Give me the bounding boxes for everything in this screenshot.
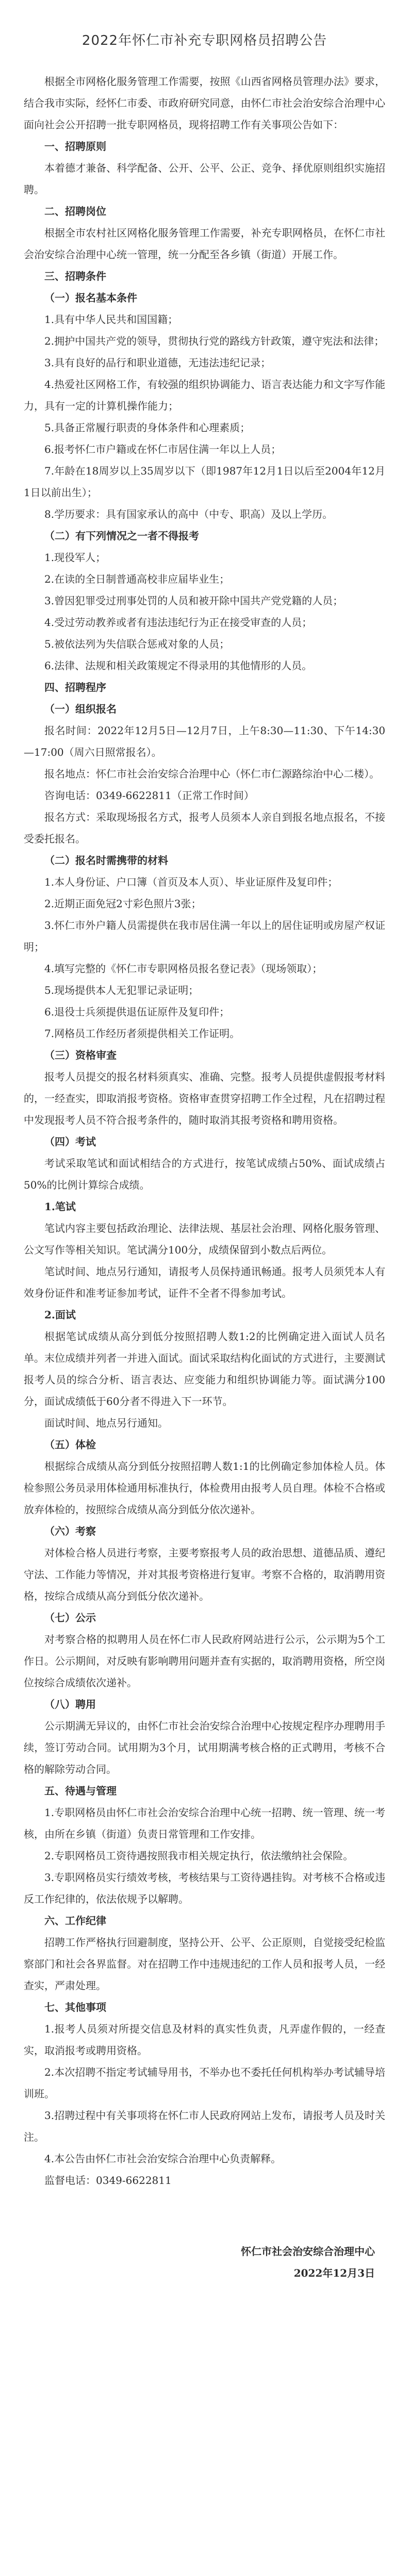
paragraph: 2.近期正面免冠2寸彩色照片3张； bbox=[44, 897, 202, 910]
paragraph: 根据全市农村社区网格化服务管理工作需要，补充专职网格员，在怀仁市社会治安综合治理中心统一管理，统一分配至各乡镇（街道）开展工作。 bbox=[24, 227, 385, 261]
section-heading: （八）聘用 bbox=[44, 1698, 96, 1710]
paragraph: 1.具有中华人民共和国国籍； bbox=[44, 313, 178, 326]
section-heading: （三）资格审查 bbox=[44, 1049, 117, 1061]
paragraph: 2.拥护中国共产党的领导，贯彻执行党的路线方针政策，遵守宪法和法律； bbox=[44, 335, 385, 347]
paragraph: 监督电话：0349-6622811 bbox=[44, 2174, 172, 2187]
paragraph: 4.填写完整的《怀仁市专职网格员报名登记表》（现场领取）； bbox=[44, 962, 323, 975]
paragraph: 8.学历要求：具有国家承认的高中（中专、职高）及以上学历。 bbox=[44, 508, 333, 520]
section-heading: （七）公示 bbox=[44, 1612, 96, 1624]
paragraph: 报名时间：2022年12月5日—12月7日，上午8:30—11:30、下午14:30—17:00（周六日照常报名）。 bbox=[24, 724, 385, 758]
section-heading: （二）报名时需携带的材料 bbox=[44, 854, 168, 867]
paragraph: 报考人员提交的报名材料须真实、准确、完整。报考人员提供虚假报考材料的，一经查实，即取消报考资格。资格审查贯穿招聘工作全过程，凡在招聘过程中发现报考人员不符合报考条件的，随时取消其报考资格和聘用资格。 bbox=[24, 1071, 385, 1126]
section-heading: （六）考察 bbox=[44, 1525, 96, 1537]
paragraph: 4.热爱社区网格工作，有较强的组织协调能力、语言表达能力和文字写作能力，具有一定的计算机操作能力； bbox=[24, 378, 385, 412]
paragraph: 1.报考人员须对所提交信息及材料的真实性负责，凡弄虚作假的，一经查实，取消报考或聘用资格。 bbox=[24, 2023, 385, 2057]
paragraph: 对考察合格的拟聘用人员在怀仁市人民政府网站进行公示，公示期为5个工作日。公示期间，对反映有影响聘用问题并查有实据的，取消聘用资格，所空岗位按综合成绩依次递补。 bbox=[24, 1633, 385, 1689]
paragraph: 7.网格员工作经历者须提供相关工作证明。 bbox=[44, 1027, 240, 1040]
paragraph: 3.曾因犯罪受过刑事处罚的人员和被开除中国共产党党籍的人员； bbox=[44, 595, 343, 607]
document-title: 2022年怀仁市补充专职网格员招聘公告 bbox=[81, 33, 328, 48]
paragraph: 1.本人身份证、户口簿（首页及本人页）、毕业证原件及复印件； bbox=[44, 876, 338, 888]
paragraph: 3.专职网格员实行绩效考核，考核结果与工资待遇挂钩。对考核不合格或违反工作纪律的，依法依规予以解聘。 bbox=[24, 1871, 385, 1905]
paragraph: 2.本次招聘不指定考试辅导用书，不举办也不委托任何机构举办考试辅导培训班。 bbox=[24, 2066, 385, 2100]
paragraph: 4.受过劳动教养或者有违法违纪行为正在接受审查的人员； bbox=[44, 616, 313, 629]
section-heading: （五）体检 bbox=[44, 1438, 96, 1451]
paragraph: 4.本公告由怀仁市社会治安综合治理中心负责解释。 bbox=[44, 2153, 282, 2165]
paragraph: 根据全市网格化服务管理工作需要，按照《山西省网格员管理办法》要求，结合我市实际，经怀仁市委、市政府研究同意，由怀仁市社会治安综合治理中心面向社会公开招聘一批专职网格员，现将招聘工作有关事项公告如下： bbox=[24, 75, 385, 131]
section-heading: 二、招聘岗位 bbox=[44, 205, 106, 217]
signature-block bbox=[24, 2241, 385, 2284]
paragraph: 6.退役士兵须提供退伍证原件及复印件； bbox=[44, 1006, 230, 1018]
paragraph: 1.专职网格员由怀仁市社会治安综合治理中心统一招聘、统一管理、统一考核，由所在乡镇（街道）负责日常管理和工作安排。 bbox=[24, 1806, 385, 1840]
paragraph: 7.年龄在18周岁以上35周岁以下（即1987年12月1日以后至2004年12月1日以前出生）； bbox=[24, 465, 385, 499]
paragraph: 笔试时间、地点另行通知，请报考人员保持通讯畅通。报考人员须凭本人有效身份证件和准考证参加考试，证件不全者不得参加考试。 bbox=[24, 1265, 385, 1299]
section-heading: 六、工作纪律 bbox=[44, 1914, 106, 1927]
paragraph: 6.法律、法规和相关政策规定不得录用的其他情形的人员。 bbox=[44, 659, 313, 672]
paragraph: 3.怀仁市外户籍人员需提供在我市居住满一年以上的居住证明或房屋产权证明； bbox=[24, 919, 385, 953]
paragraph: 根据综合成绩从高分到低分按照招聘人数1:1的比例确定参加体检人员。体检参照公务员录用体检通用标准执行，体检费用由报考人员自理。体检不合格或放弃体检的，按照综合成绩从高分到低分依次递补。 bbox=[24, 1460, 385, 1516]
signature-org: 怀仁市社会治安综合治理中心 bbox=[241, 2245, 375, 2258]
paragraph: 根据笔试成绩从高分到低分按照招聘人数1:2的比例确定进入面试人员名单。末位成绩并列者一并进入面试。面试采取结构化面试的方式进行，主要测试报考人员的综合分析、语言表达、应变能力和组织协调能力等。面试满分100分，面试成绩低于60分者不得进入下一环节。 bbox=[24, 1330, 385, 1408]
paragraph: 对体检合格人员进行考察，主要考察报考人员的政治思想、道德品质、遵纪守法、工作能力等情况，并对其报考资格进行复审。考察不合格的，取消聘用资格，按综合成绩从高分到低分依次递补。 bbox=[24, 1547, 385, 1602]
paragraph: 招聘工作严格执行回避制度，坚持公开、公平、公正原则，自觉接受纪检监察部门和社会各界监督。对在招聘工作中违规违纪的工作人员和报考人员，一经查实，严肃处理。 bbox=[24, 1936, 385, 1992]
signature-date: 2022年12月3日 bbox=[293, 2267, 375, 2279]
paragraph: 笔试内容主要包括政治理论、法律法规、基层社会治理、网格化服务管理、公文写作等相关知识。笔试满分100分，成绩保留到小数点后两位。 bbox=[24, 1222, 385, 1256]
paragraph: 1.现役军人； bbox=[44, 551, 106, 564]
paragraph: 6.报考怀仁市户籍或在怀仁市居住满一年以上人员； bbox=[44, 443, 282, 455]
paragraph: 3.具有良好的品行和职业道德，无违法违纪记录； bbox=[44, 357, 271, 369]
paragraph: 2.专职网格员工资待遇按照我市相关规定执行，依法缴纳社会保险。 bbox=[44, 1850, 354, 1862]
section-heading: 五、待遇与管理 bbox=[44, 1785, 117, 1797]
section-heading: 2.面试 bbox=[44, 1309, 76, 1321]
paragraph: 报名方式：采取现场报名方式，报考人员须本人亲自到报名地点报名，不接受委托报名。 bbox=[24, 811, 385, 845]
section-heading: 一、招聘原则 bbox=[44, 140, 106, 152]
paragraph: 2.在读的全日制普通高校非应届毕业生； bbox=[44, 573, 230, 585]
document-body bbox=[24, 71, 385, 2191]
paragraph: 面试时间、地点另行通知。 bbox=[44, 1417, 168, 1429]
paragraph: 考试采取笔试和面试相结合的方式进行，按笔试成绩占50%、面试成绩占50%的比例计算综合成绩。 bbox=[24, 1157, 385, 1191]
section-heading: 三、招聘条件 bbox=[44, 270, 106, 282]
paragraph: 公示期满无异议的，由怀仁市社会治安综合治理中心按规定程序办理聘用手续，签订劳动合同。试用期为3个月，试用期满考核合格的正式聘用，考核不合格的解除劳动合同。 bbox=[24, 1720, 385, 1775]
paragraph: 本着德才兼备、科学配备、公开、公平、公正、竞争、择优原则组织实施招聘。 bbox=[24, 162, 385, 196]
section-heading: 1.笔试 bbox=[44, 1200, 76, 1213]
section-heading: （一）报名基本条件 bbox=[44, 292, 137, 304]
section-heading: 四、招聘程序 bbox=[44, 681, 106, 693]
section-heading: 七、其他事项 bbox=[44, 2001, 106, 2013]
announcement-document bbox=[24, 0, 385, 2284]
paragraph: 3.招聘过程中有关事项将在怀仁市人民政府网站上发布，请报考人员及时关注。 bbox=[24, 2109, 385, 2143]
paragraph: 5.现场提供本人无犯罪记录证明； bbox=[44, 984, 199, 996]
paragraph: 5.具备正常履行职责的身体条件和心理素质； bbox=[44, 421, 251, 434]
paragraph: 咨询电话：0349-6622811（正常工作时间） bbox=[44, 789, 254, 802]
paragraph: 5.被依法列为失信联合惩戒对象的人员； bbox=[44, 638, 230, 650]
section-heading: （二）有下列情况之一者不得报考 bbox=[44, 530, 199, 542]
paragraph: 报名地点：怀仁市社会治安综合治理中心（怀仁市仁源路综治中心二楼）。 bbox=[44, 768, 380, 780]
section-heading: （一）组织报名 bbox=[44, 703, 117, 715]
section-heading: （四）考试 bbox=[44, 1136, 96, 1148]
